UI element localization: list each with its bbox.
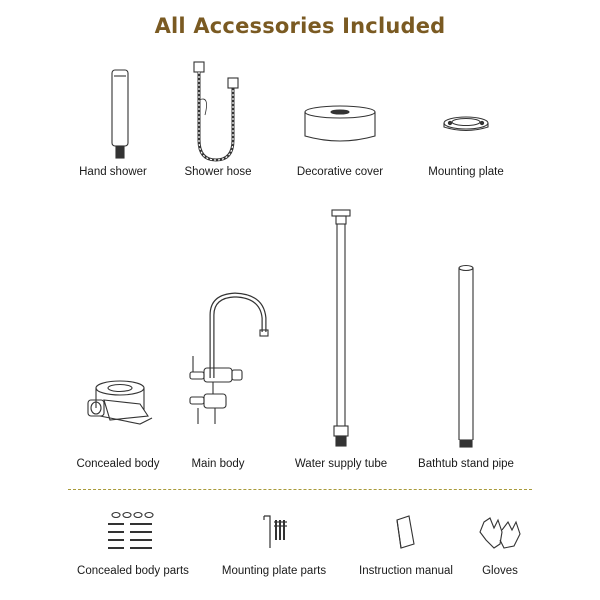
item-label: Mounting plate: [428, 166, 504, 178]
item-label: Shower hose: [184, 166, 252, 178]
item-label: Mounting plate parts: [221, 565, 327, 577]
item-label: Hand shower: [79, 166, 147, 178]
item-label: Concealed body parts: [77, 565, 189, 577]
item-label: Concealed body: [76, 458, 160, 470]
item-label: Water supply tube: [294, 458, 388, 470]
item-label: Decorative cover: [296, 166, 384, 178]
page-title: All Accessories Included: [154, 14, 446, 38]
item-label: Main body: [191, 458, 245, 470]
item-label: Instruction manual: [359, 565, 453, 577]
item-label: Bathtub stand pipe: [418, 458, 514, 470]
item-label: Gloves: [482, 565, 518, 577]
